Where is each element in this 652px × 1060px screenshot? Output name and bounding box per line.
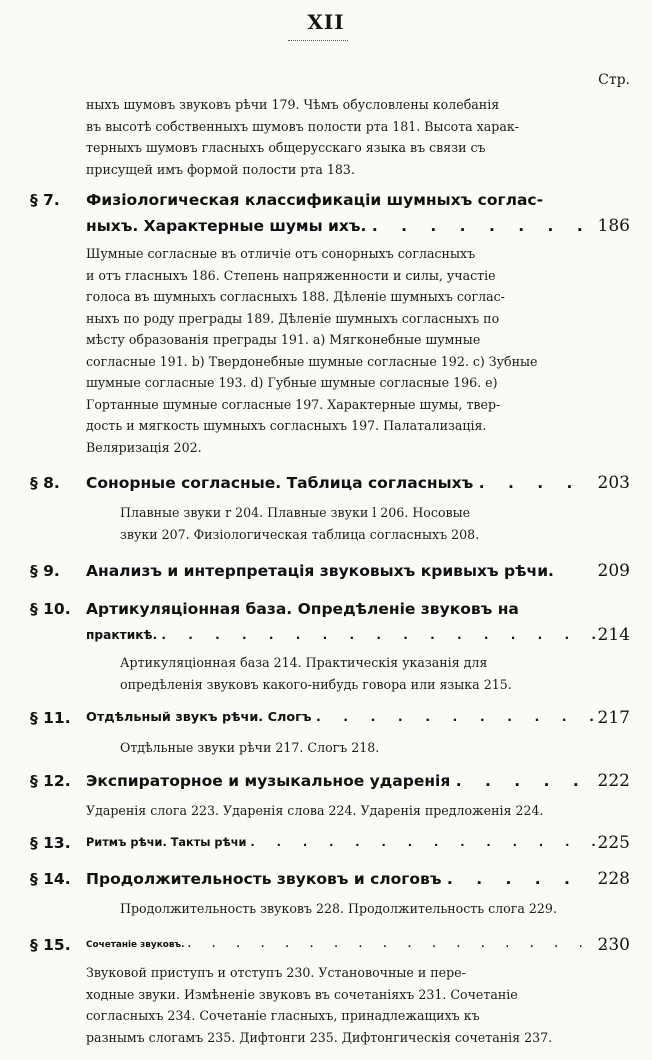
page-number: 209: [597, 561, 630, 581]
section-number: § 11.: [30, 709, 71, 727]
dot-leader: . . . . . . . .: [371, 217, 592, 235]
section-title: Сочетаніе звуковъ. . . . . . . . . . . . . . . . . . .: [86, 940, 616, 950]
dot-leader: . . . .: [478, 474, 582, 492]
dot-leader: . . . . .: [455, 772, 588, 790]
section-description: Плавные звуки r 204. Плавные звуки l 206. Носовые звуки 207. Физіологическая таблица согласныхъ 208.: [120, 505, 480, 542]
section-number: § 9.: [30, 562, 60, 580]
page-number: 214: [597, 625, 630, 645]
section-title: Сонорные согласные. Таблица согласныхъ . . . .: [86, 474, 582, 492]
page-number-roman: XII: [307, 10, 345, 34]
section-description: Отдѣльные звуки рѣчи 217. Слогъ 218.: [120, 740, 380, 755]
section-title: Продолжительность звуковъ и слоговъ . . . . .: [86, 870, 579, 888]
description-line: присущей имъ формой полости рта 183.: [86, 161, 355, 177]
page-number: 230: [597, 935, 630, 955]
dot-leader: . . . . .: [446, 870, 579, 888]
section-number: § 15.: [30, 936, 71, 954]
section-title: Физіологическая классификаціи шумныхъ соглас- ныхъ. Характерные шумы ихъ. . . . . . . . .: [86, 191, 592, 235]
dot-leader: . . . . . . . . . . . . . . . . . .: [187, 940, 616, 950]
description-line: терныхъ шумовъ гласныхъ общерусскаго языка въ связи съ: [86, 140, 486, 155]
dot-leader: . . . . . . . . . . .: [315, 710, 603, 725]
page-number: 228: [597, 869, 630, 889]
section-number: § 7.: [30, 191, 60, 209]
section-description: Артикуляціонная база 214. Практическія указанія для опредѣленія звуковъ какого-нибудь говора или языка 215.: [120, 655, 512, 692]
section-title: Экспираторное и музыкальное ударенія . . . . .: [86, 772, 588, 790]
dot-leader: . . . . . . . . . . . . . .: [250, 836, 605, 849]
section-number: § 13.: [30, 834, 71, 852]
page-number: 222: [597, 771, 630, 791]
section-title: Ритмъ рѣчи. Такты рѣчи . . . . . . . . . . . . . .: [86, 836, 605, 849]
dot-leader: . . . . . . . . . . . . . . . . .: [161, 628, 605, 642]
section-description: Звуковой приступъ и отступъ 230. Установочные и пере- ходные звуки. Измѣненіе звуковъ въ сочетаніяхъ 231. Сочетаніе согласныхъ 234. Сочетаніе гласныхъ, принадлежащихъ къ разнымъ слогамъ 235. Дифтонги 235. Дифтонгическія сочетанія 237.: [86, 965, 553, 1045]
description-line: ныхъ шумовъ звуковъ рѣчи 179. Чѣмъ обусловлены колебанія: [86, 97, 500, 112]
section-number: § 8.: [30, 474, 60, 492]
section-description: Продолжительность звуковъ 228. Продолжительность слога 229.: [120, 901, 557, 916]
section-number: § 10.: [30, 600, 71, 618]
page-number: 203: [597, 473, 630, 493]
header-rule: [288, 40, 348, 41]
section-title: Артикуляціонная база. Опредѣленіе звуковъ на практикѣ. . . . . . . . . . . . . . . . . .: [86, 600, 605, 642]
page-number: 186: [597, 216, 630, 236]
section-title: Анализъ и интерпретація звуковыхъ кривыхъ рѣчи.: [86, 562, 554, 580]
section-number: § 14.: [30, 870, 71, 888]
section-description: Ударенія слога 223. Ударенія слова 224. Ударенія предложенія 224.: [86, 803, 544, 818]
section-title: Отдѣльный звукъ рѣчи. Слогъ . . . . . . . . . . .: [86, 710, 603, 725]
section-description: Шумные согласные въ отличіе отъ сонорныхъ согласныхъ и отъ гласныхъ 186. Степень напряженности и силы, участіе голоса въ шумныхъ согласныхъ 188. Дѣленіе шумныхъ соглас- ныхъ по роду преграды 189. Дѣленіе шумныхъ согласныхъ по мѣсту образованія преграды 191. а) Мягконебные шумные согласные 191. b) Твердонебные шумные согласные 192. c) Зубные шумные согласные 193. d) Губные шумные согласные 196. e) Гортанные шумные согласные 197. Характерные шумы, твер- дость и мягкость шумныхъ согласныхъ 197. Палатализація. Веляризація 202.: [86, 246, 538, 455]
page-number: 217: [597, 708, 630, 728]
continuation-description: [86, 94, 584, 180]
page-number: 225: [597, 833, 630, 853]
section-number: § 12.: [30, 772, 71, 790]
description-line: въ высотѣ собственныхъ шумовъ полости рта 181. Высота харак-: [86, 118, 519, 134]
page-column-label: Стр.: [598, 72, 630, 88]
